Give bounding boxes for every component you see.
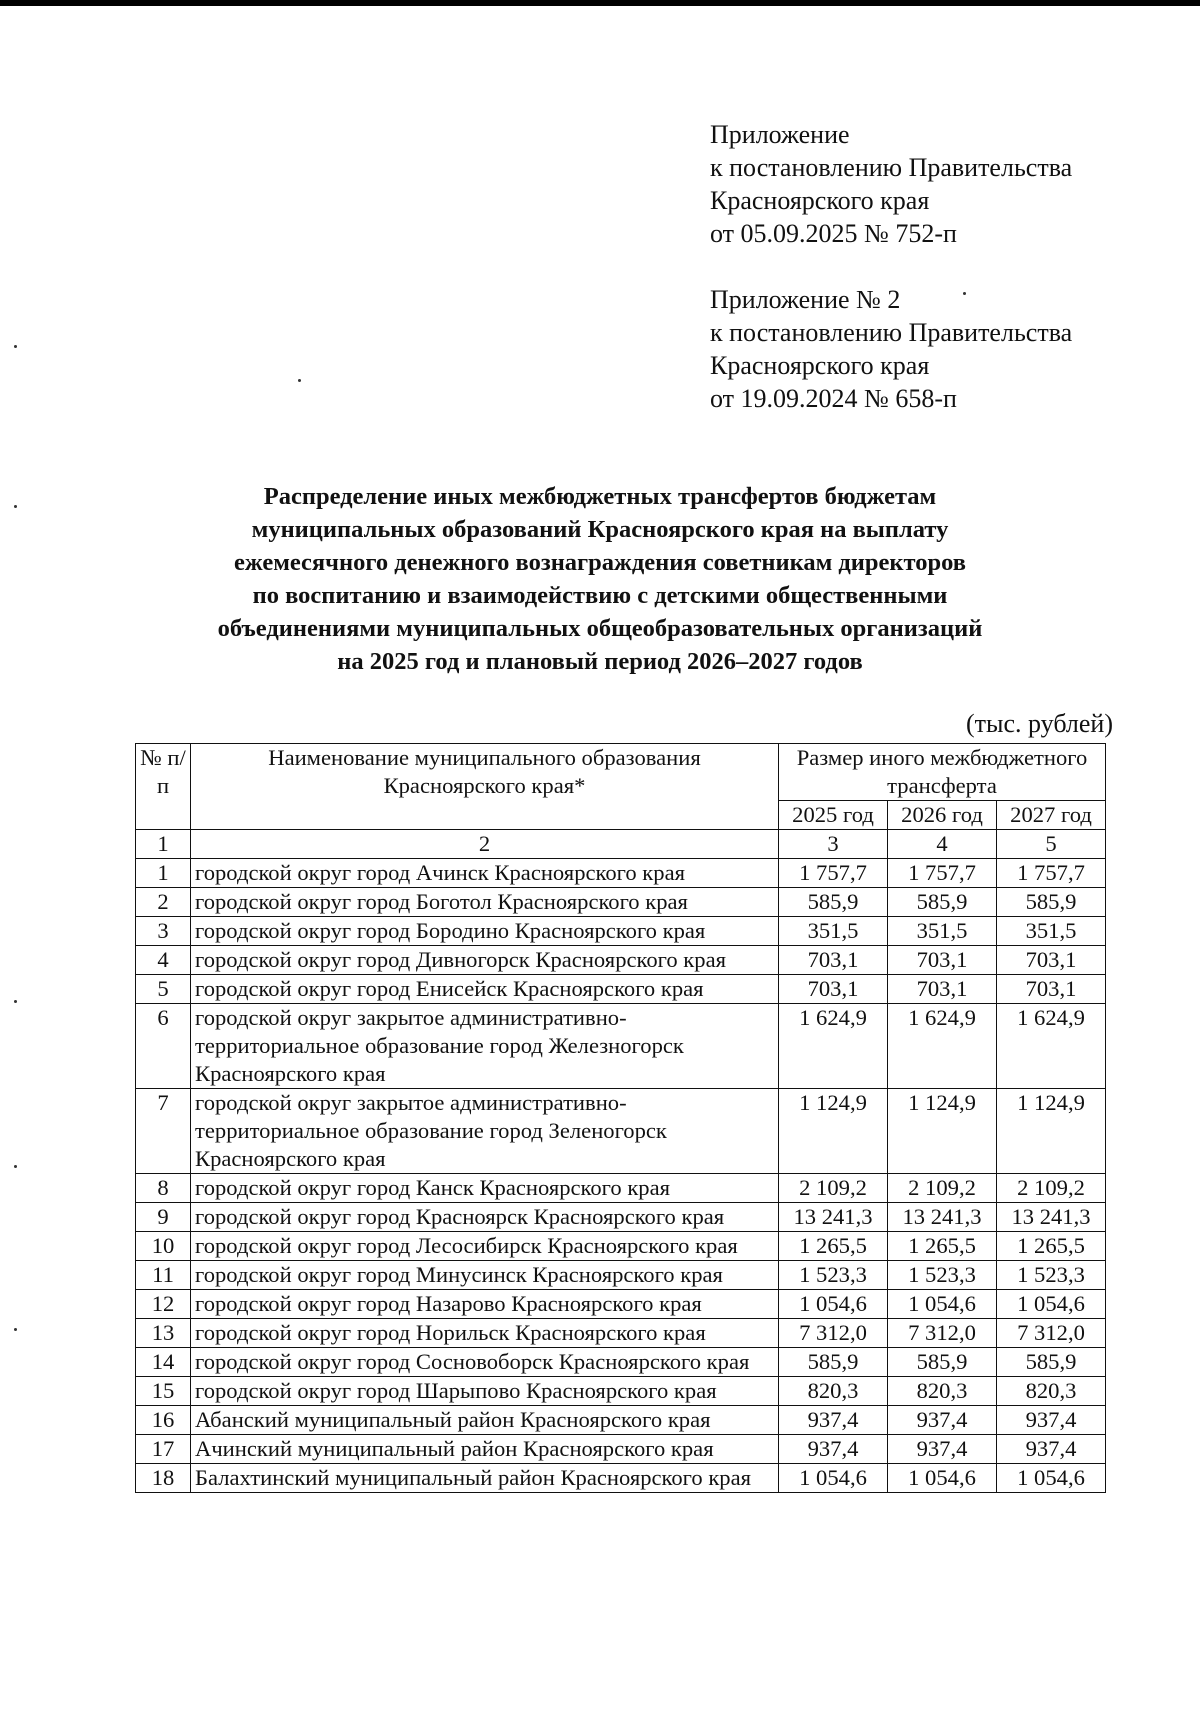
row-municipality-name: городской округ город Боготол Красноярского края: [191, 888, 779, 917]
row-value-2026: 2 109,2: [888, 1174, 997, 1203]
table-row: [136, 946, 1106, 975]
row-number: 6: [136, 1004, 191, 1089]
row-value-2025: 2 109,2: [779, 1174, 888, 1203]
column-number-row: [136, 830, 1106, 859]
scan-speck: [14, 345, 17, 348]
row-value-2026: 703,1: [888, 946, 997, 975]
row-municipality-name: Абанский муниципальный район Красноярского края: [191, 1406, 779, 1435]
row-value-2025: 1 265,5: [779, 1232, 888, 1261]
row-value-2025: 937,4: [779, 1435, 888, 1464]
row-number: 18: [136, 1464, 191, 1493]
table-row: [136, 1174, 1106, 1203]
row-value-2025: 703,1: [779, 975, 888, 1004]
title-line: объединениями муниципальных общеобразовательных организаций: [217, 615, 983, 642]
table-row: [136, 1377, 1106, 1406]
scan-top-edge: [0, 0, 1200, 6]
title-line: муниципальных образований Красноярского края на выплату: [251, 516, 949, 543]
row-value-2027: 937,4: [997, 1435, 1106, 1464]
row-number: 17: [136, 1435, 191, 1464]
column-number: 3: [779, 830, 888, 859]
row-number: 5: [136, 975, 191, 1004]
header-year-2027: 2027 год: [997, 801, 1106, 830]
header-number: № п/п: [136, 744, 191, 830]
table-row: [136, 1089, 1106, 1174]
row-municipality-name: городской округ город Ачинск Красноярского края: [191, 859, 779, 888]
table-row: [136, 1203, 1106, 1232]
table-row: [136, 888, 1106, 917]
row-value-2025: 1 054,6: [779, 1464, 888, 1493]
row-number: 9: [136, 1203, 191, 1232]
scan-speck: [14, 1328, 17, 1331]
row-value-2025: 585,9: [779, 1348, 888, 1377]
table-row: [136, 1464, 1106, 1493]
appendix-line: Приложение № 2: [710, 285, 901, 314]
scan-speck: [14, 1000, 17, 1003]
row-municipality-name: городской округ город Сосновоборск Красноярского края: [191, 1348, 779, 1377]
row-value-2025: 7 312,0: [779, 1319, 888, 1348]
appendix-block-original: [710, 283, 1072, 415]
row-municipality-name: городской округ город Дивногорск Красноярского края: [191, 946, 779, 975]
row-number: 4: [136, 946, 191, 975]
row-value-2026: 1 124,9: [888, 1089, 997, 1174]
row-municipality-name: городской округ город Канск Красноярского края: [191, 1174, 779, 1203]
row-value-2027: 585,9: [997, 888, 1106, 917]
appendix-line: от 19.09.2024 № 658-п: [710, 384, 957, 413]
row-municipality-name: городской округ закрытое административно-территориальное образование город Зеленогорск Красноярского края: [191, 1089, 779, 1174]
row-value-2027: 1 054,6: [997, 1290, 1106, 1319]
column-number: 1: [136, 830, 191, 859]
row-number: 7: [136, 1089, 191, 1174]
row-value-2025: 1 757,7: [779, 859, 888, 888]
row-number: 10: [136, 1232, 191, 1261]
row-number: 1: [136, 859, 191, 888]
row-number: 16: [136, 1406, 191, 1435]
scan-speck: [298, 379, 301, 382]
row-municipality-name: городской округ город Лесосибирск Красноярского края: [191, 1232, 779, 1261]
row-value-2026: 13 241,3: [888, 1203, 997, 1232]
row-number: 15: [136, 1377, 191, 1406]
row-value-2027: 585,9: [997, 1348, 1106, 1377]
row-value-2025: 585,9: [779, 888, 888, 917]
row-number: 11: [136, 1261, 191, 1290]
row-value-2026: 937,4: [888, 1435, 997, 1464]
row-municipality-name: городской округ город Шарыпово Красноярского края: [191, 1377, 779, 1406]
appendix-line: Красноярского края: [710, 351, 930, 380]
title-line: ежемесячного денежного вознаграждения советникам директоров: [234, 549, 966, 576]
row-value-2025: 703,1: [779, 946, 888, 975]
row-value-2025: 937,4: [779, 1406, 888, 1435]
table-row: [136, 917, 1106, 946]
table-row: [136, 1348, 1106, 1377]
row-number: 12: [136, 1290, 191, 1319]
row-value-2027: 703,1: [997, 975, 1106, 1004]
row-value-2026: 1 757,7: [888, 859, 997, 888]
row-number: 13: [136, 1319, 191, 1348]
header-year-2026: 2026 год: [888, 801, 997, 830]
row-municipality-name: Балахтинский муниципальный район Красноярского края: [191, 1464, 779, 1493]
title-line: на 2025 год и плановый период 2026–2027 годов: [337, 648, 863, 675]
table-row: [136, 1290, 1106, 1319]
row-value-2025: 1 124,9: [779, 1089, 888, 1174]
row-value-2027: 1 054,6: [997, 1464, 1106, 1493]
row-value-2027: 1 265,5: [997, 1232, 1106, 1261]
table-body: [136, 859, 1106, 1493]
row-value-2025: 1 624,9: [779, 1004, 888, 1089]
row-municipality-name: городской округ город Бородино Красноярского края: [191, 917, 779, 946]
row-value-2025: 13 241,3: [779, 1203, 888, 1232]
row-value-2027: 351,5: [997, 917, 1106, 946]
row-value-2027: 1 124,9: [997, 1089, 1106, 1174]
row-number: 14: [136, 1348, 191, 1377]
table-row: [136, 1004, 1106, 1089]
row-municipality-name: городской округ город Назарово Красноярского края: [191, 1290, 779, 1319]
table-row: [136, 1435, 1106, 1464]
row-value-2026: 820,3: [888, 1377, 997, 1406]
title-line: по воспитанию и взаимодействию с детскими общественными: [252, 582, 948, 609]
row-value-2026: 1 054,6: [888, 1464, 997, 1493]
row-municipality-name: городской округ город Норильск Красноярского края: [191, 1319, 779, 1348]
row-municipality-name: городской округ город Красноярск Красноярского края: [191, 1203, 779, 1232]
row-municipality-name: городской округ город Минусинск Красноярского края: [191, 1261, 779, 1290]
row-value-2027: 7 312,0: [997, 1319, 1106, 1348]
row-value-2025: 351,5: [779, 917, 888, 946]
row-value-2027: 1 523,3: [997, 1261, 1106, 1290]
row-number: 8: [136, 1174, 191, 1203]
row-value-2026: 1 054,6: [888, 1290, 997, 1319]
header-transfer-size: Размер иного межбюджетного трансферта: [779, 744, 1106, 801]
row-municipality-name: Ачинский муниципальный район Красноярского края: [191, 1435, 779, 1464]
row-value-2026: 7 312,0: [888, 1319, 997, 1348]
row-value-2026: 1 624,9: [888, 1004, 997, 1089]
units-label: (тыс. рублей): [965, 709, 1113, 738]
row-number: 2: [136, 888, 191, 917]
row-municipality-name: городской округ закрытое административно-территориальное образование город Железногорск Красноярского края: [191, 1004, 779, 1089]
table-row: [136, 1232, 1106, 1261]
appendix-line: Красноярского края: [710, 186, 930, 215]
row-number: 3: [136, 917, 191, 946]
title-line: Распределение иных межбюджетных трансфертов бюджетам: [263, 483, 937, 510]
column-number: 2: [191, 830, 779, 859]
row-value-2027: 1 757,7: [997, 859, 1106, 888]
row-value-2026: 1 265,5: [888, 1232, 997, 1261]
row-value-2026: 703,1: [888, 975, 997, 1004]
row-value-2025: 1 054,6: [779, 1290, 888, 1319]
scan-speck: [14, 1165, 17, 1168]
row-value-2027: 820,3: [997, 1377, 1106, 1406]
row-value-2025: 1 523,3: [779, 1261, 888, 1290]
row-value-2026: 1 523,3: [888, 1261, 997, 1290]
appendix-line: к постановлению Правительства: [710, 153, 1073, 182]
row-value-2026: 937,4: [888, 1406, 997, 1435]
row-value-2026: 351,5: [888, 917, 997, 946]
row-value-2026: 585,9: [888, 888, 997, 917]
column-number: 4: [888, 830, 997, 859]
table-row: [136, 1406, 1106, 1435]
row-municipality-name: городской округ город Енисейск Красноярского края: [191, 975, 779, 1004]
table-row: [136, 1319, 1106, 1348]
table-row: [136, 859, 1106, 888]
row-value-2025: 820,3: [779, 1377, 888, 1406]
table-row: [136, 1261, 1106, 1290]
table-row: [136, 975, 1106, 1004]
column-number: 5: [997, 830, 1106, 859]
row-value-2027: 2 109,2: [997, 1174, 1106, 1203]
header-name: Наименование муниципального образования Красноярского края*: [191, 744, 779, 830]
row-value-2027: 13 241,3: [997, 1203, 1106, 1232]
row-value-2027: 703,1: [997, 946, 1106, 975]
document-title: [140, 480, 1060, 678]
row-value-2026: 585,9: [888, 1348, 997, 1377]
header-year-2025: 2025 год: [779, 801, 888, 830]
transfer-table: [135, 743, 1106, 1493]
appendix-line: Приложение: [710, 120, 850, 149]
scan-speck: [14, 505, 17, 508]
appendix-line: от 05.09.2025 № 752-п: [710, 219, 957, 248]
row-value-2027: 937,4: [997, 1406, 1106, 1435]
appendix-block-current: [710, 118, 1072, 250]
row-value-2027: 1 624,9: [997, 1004, 1106, 1089]
appendix-line: к постановлению Правительства: [710, 318, 1073, 347]
